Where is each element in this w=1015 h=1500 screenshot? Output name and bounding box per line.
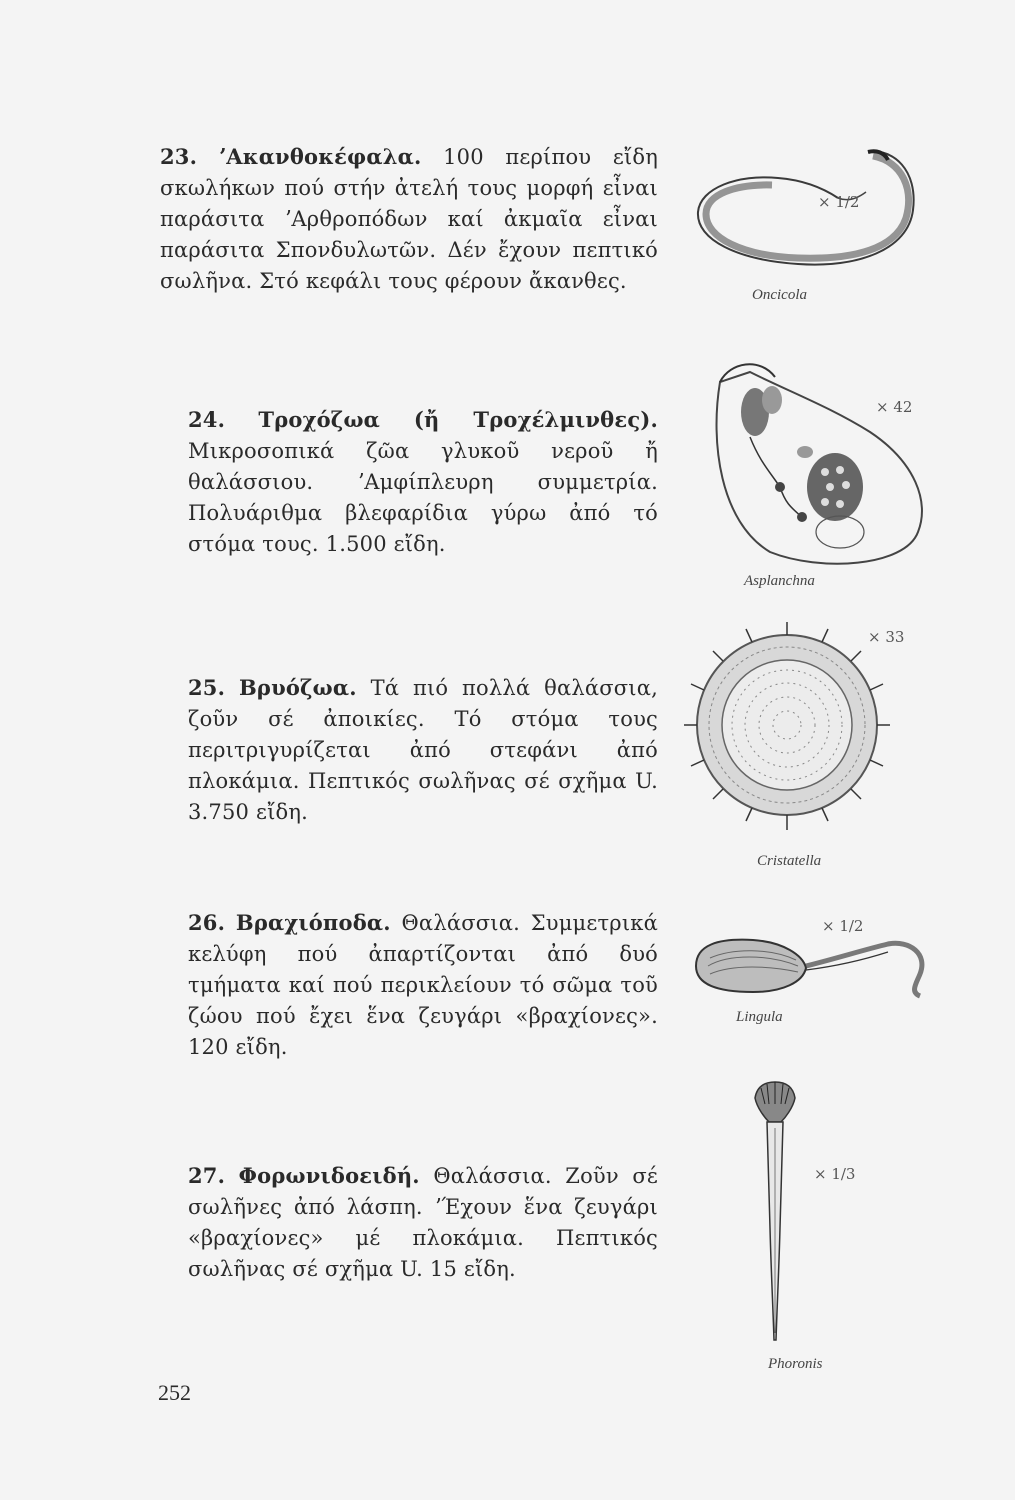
figure-scale: × 42 <box>876 398 913 416</box>
figure-scale: × 1/2 <box>818 193 860 211</box>
figure-caption: Cristatella <box>757 853 822 869</box>
asplanchna-rotifer-icon <box>690 352 940 577</box>
entry-name: Βρυόζωα. <box>238 675 357 700</box>
entry-24 <box>188 404 658 560</box>
figure-scale: × 33 <box>868 628 905 646</box>
entry-description: Μικροσοπικά ζῶα γλυκοῦ νεροῦ ἤ θαλάσσιου. ʼΑμφίπλευρη συμμετρία. Πολυάριθμα βλεφαρίδια γύρω ἀπό τό στόμα τους. 1.500 εἴδη. <box>188 439 658 556</box>
entry-number: 27. <box>188 1163 226 1188</box>
figure-caption: Oncicola <box>752 287 807 303</box>
entry-27 <box>188 1160 658 1285</box>
entry-description: 100 περίπου εἴδη σκωλήκων πού στήν ἀτελή τους μορφή εἶναι παράσιτα ʼΑρθροπόδων καί ἀκμαῖα εἶναι παράσιτα Σπονδυλωτῶν. Δέν ἔχουν πεπτικό σωλῆνα. Στό κεφάλι τους φέρουν ἄκανθες. <box>160 145 658 293</box>
figure-caption: Asplanchna <box>744 573 815 589</box>
figure-scale: × 1/2 <box>822 917 864 935</box>
entry-name: Τροχόζωα (ἤ Τροχέλμινθες). <box>258 407 658 432</box>
entry-name: Βραχιόποδα. <box>235 910 391 935</box>
oncicola-worm-icon <box>688 140 933 285</box>
entry-26 <box>188 907 658 1063</box>
entry-description: Θαλάσσια. Ζοῦν σέ σωλῆνες ἀπό λάσπη. ʼΈχουν ἕνα ζευγάρι «βραχίονες» μέ πλοκάμια. Πεπτικός σωλῆνας σέ σχῆμα U. 15 εἴδη. <box>188 1164 658 1281</box>
cristatella-colony-icon <box>682 620 892 835</box>
entry-25 <box>188 672 658 828</box>
entry-number: 23. <box>160 144 198 169</box>
entry-name: ʼΑκανθοκέφαλα. <box>218 144 422 169</box>
figure-caption: Phoronis <box>768 1356 823 1372</box>
entry-number: 25. <box>188 675 226 700</box>
page-number: 252 <box>158 1380 191 1405</box>
entry-number: 24. <box>188 407 226 432</box>
entry-description: Τά πιό πολλά θαλάσσια, ζοῦν σέ ἀποικίες. Τό στόμα τους περιτριγυρίζεται ἀπό στεφάνι ἀπό πλοκάμια. Πεπτικός σωλῆνας σέ σχῆμα U. 3.750 εἴδη. <box>188 676 658 824</box>
phoronis-tube-icon <box>745 1078 805 1350</box>
entry-number: 26. <box>188 910 226 935</box>
entry-name: Φορωνιδοειδή. <box>238 1163 420 1188</box>
entry-23 <box>160 141 658 297</box>
figure-caption: Lingula <box>736 1009 783 1025</box>
entry-description: Θαλάσσια. Συμμετρικά κελύφη πού ἀπαρτίζονται ἀπό δυό τμήματα καί πού περικλείουν τό σῶμα τοῦ ζώου πού ἔχει ἕνα ζευγάρι «βραχίονες». 120 εἴδη. <box>188 911 658 1059</box>
lingula-shell-icon <box>688 930 933 1005</box>
figure-scale: × 1/3 <box>814 1165 856 1183</box>
